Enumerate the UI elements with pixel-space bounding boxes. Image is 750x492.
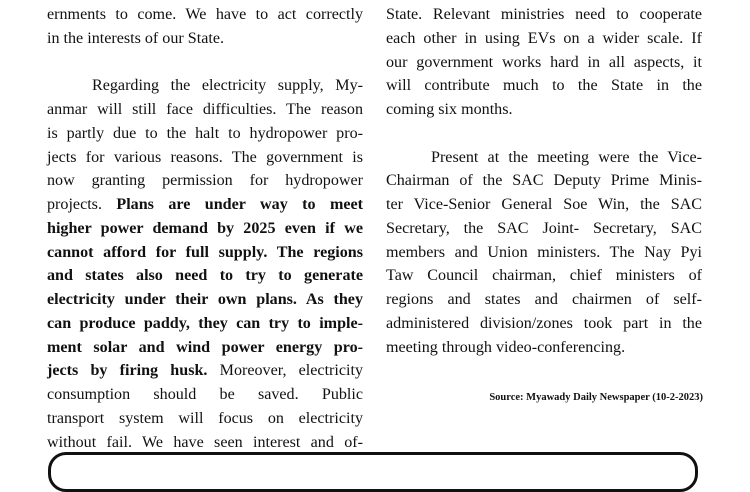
right-column [386, 3, 702, 359]
text-line: coming six months. [386, 101, 513, 118]
text-line: now granting permission for hydropower [47, 172, 363, 190]
text-line: regions and states and chairmen of self- [386, 291, 702, 308]
text-line: ernments to come. We have to act correctly [47, 6, 363, 23]
text-line: Secretary, the SAC Joint- Secretary, SAC [386, 219, 702, 237]
text-line: ter Vice-Senior General Soe Win, the SAC [386, 196, 702, 213]
text-line: consumption should be saved. Public [47, 386, 363, 403]
bold-text-line: and states also need to try to generate [47, 267, 363, 285]
bold-text-line: ment solar and wind power energy pro- [47, 338, 363, 356]
source-credit: Source: Myawady Daily Newspaper (10-2-2023) [489, 392, 703, 403]
text-line: will contribute much to the State in the [386, 77, 702, 95]
text-line: in the interests of our State. [47, 29, 224, 47]
text-line: our government works hard in all aspects, it [386, 53, 702, 71]
bold-text-line: can produce paddy, they can try to imple- [47, 314, 363, 332]
text-line: jects for various reasons. The government is [47, 148, 363, 166]
text-line: anmar will still face difficulties. The reason [47, 101, 363, 118]
text-line: Present at the meeting were the Vice- [431, 148, 702, 166]
text-line: administered division/zones took part in the [386, 314, 702, 332]
text-line: meeting through video-conferencing. [386, 338, 626, 356]
text-line: is partly due to the halt to hydropower pro- [47, 124, 363, 142]
text-line: jects by firing husk. Moreover, electricity [47, 362, 363, 380]
text-line: without fail. We have seen interest and of- [47, 433, 363, 451]
text-line: Chairman of the SAC Deputy Prime Minis- [386, 172, 702, 190]
text-line: each other in using EVs on a wider scale. If [386, 29, 702, 47]
bold-text-line: electricity under their own plans. As they [47, 291, 363, 308]
text-line: transport system will focus on electricity [47, 409, 363, 427]
bold-text-line: higher power demand by 2025 even if we [47, 219, 363, 237]
bold-text-line: cannot afford for full supply. The regions [47, 243, 363, 261]
bottom-rounded-frame [48, 452, 698, 492]
text-line: Taw Council chairman, chief ministers of [386, 267, 702, 285]
text-line: members and Union ministers. The Nay Pyi [386, 243, 702, 261]
text-line: projects. Plans are under way to meet [47, 196, 363, 213]
text-line: State. Relevant ministries need to cooperate [386, 6, 702, 23]
text-line: Regarding the electricity supply, My- [92, 77, 363, 95]
left-column [47, 3, 363, 454]
